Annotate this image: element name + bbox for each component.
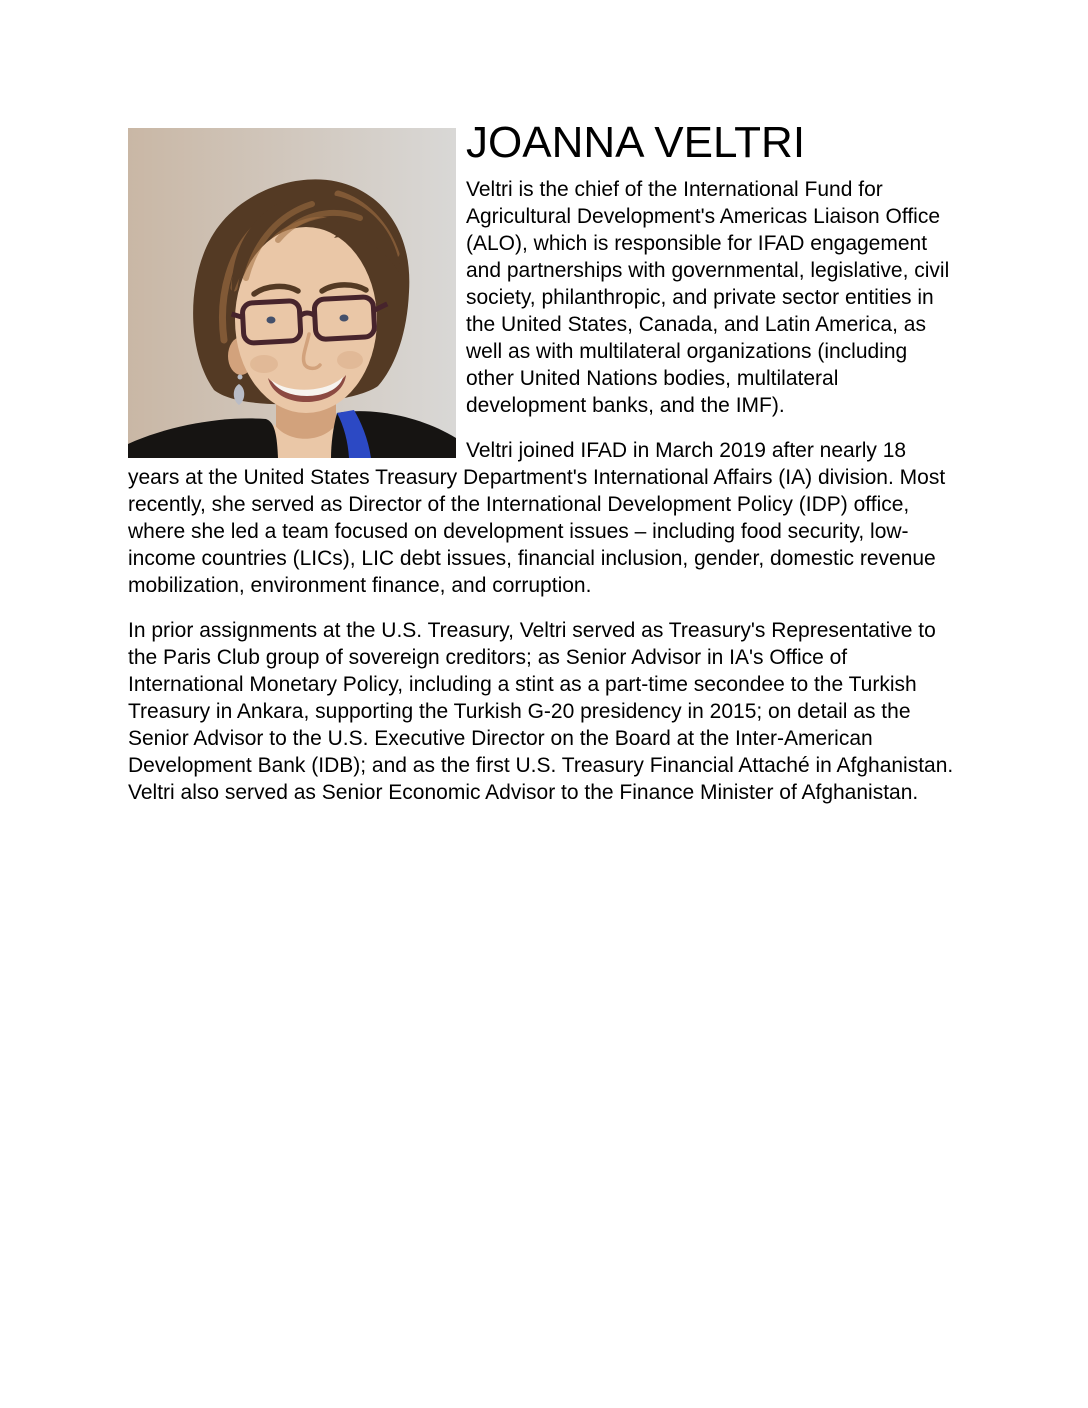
portrait-photo <box>128 128 456 458</box>
portrait-photo-illustration <box>128 128 456 458</box>
bio-paragraph-2: Veltri joined IFAD in March 2019 after nearly 18 years at the United States Treasury Department's International Affairs (IA) division. Most recently, she served as Director of the International Development Policy (IDP) office, where she led a team focused on development issues – including food security, low-income countries (LICs), LIC debt issues, financial inclusion, gender, domestic revenue mobilization, environment finance, and corruption. <box>128 439 946 597</box>
page-title: JOANNA VELTRI <box>466 118 806 167</box>
bio-paragraph-3: In prior assignments at the U.S. Treasury, Veltri served as Treasury's Representative to the Paris Club group of sovereign creditors; as Senior Advisor in IA's Office of International Monetary Policy, including a stint as a part-time secondee to the Turkish Treasury in Ankara, supporting the Turkish G-20 presidency in 2015; on detail as the Senior Advisor to the U.S. Executive Director on the Board at the Inter-American Development Bank (IDB); and as the first U.S. Treasury Financial Attaché in Afghanistan. Veltri also served as Senior Economic Advisor to the Finance Minister of Afghanistan. <box>128 619 954 804</box>
bio-paragraph-1: Veltri is the chief of the International Fund for Agricultural Development's Americas Liaison Office (ALO), which is responsible for IFAD engagement and partnerships with governmental, legislative, civil society, philanthropic, and private sector entities in the United States, Canada, and Latin America, as well as with multilateral organizations (including other United Nations bodies, multilateral development banks, and the IMF). <box>466 178 950 417</box>
